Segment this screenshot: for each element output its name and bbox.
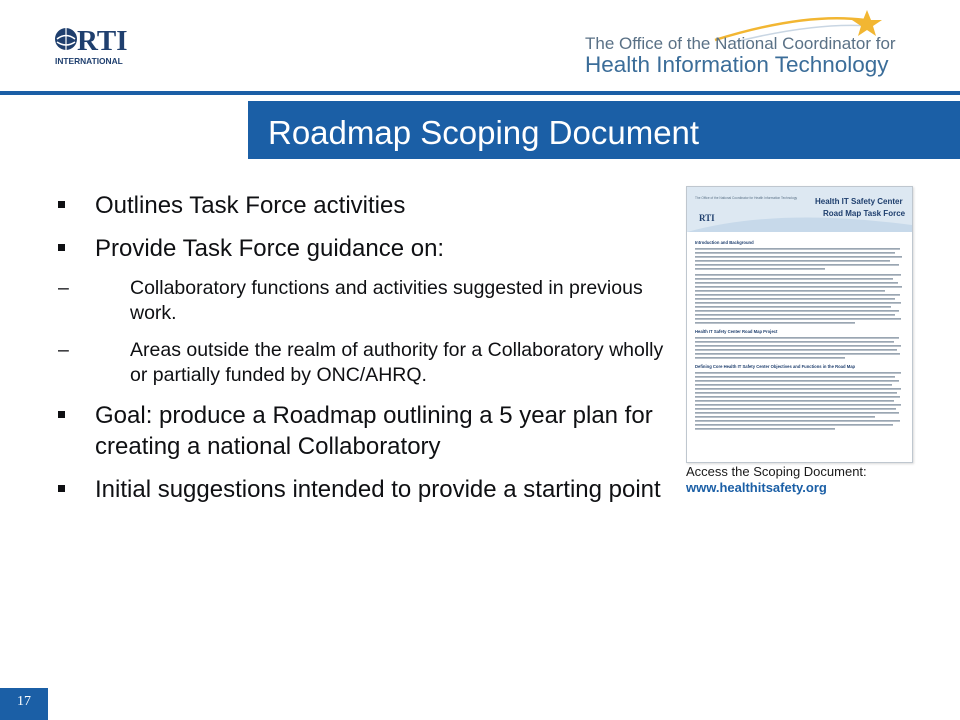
bullet-text: Outlines Task Force activities: [95, 192, 406, 219]
square-bullet-icon: [58, 411, 65, 418]
rti-logo-name: RTI: [77, 26, 128, 57]
sub-bullet-item: [58, 338, 668, 388]
title-bar: [248, 101, 960, 159]
header: [0, 0, 960, 92]
thumbnail-section-heading: Health IT Safety Center Road Map Project: [695, 329, 778, 334]
thumbnail-rti-text: RTI: [699, 213, 715, 223]
page-number-badge: [0, 688, 48, 720]
document-thumbnail[interactable]: [686, 186, 913, 463]
bullet-list: [58, 190, 668, 517]
square-bullet-icon: [58, 485, 65, 492]
square-bullet-icon: [58, 201, 65, 208]
bullet-item: [58, 190, 668, 221]
healthitsafety-link[interactable]: www.healthitsafety.org: [686, 480, 827, 495]
onc-logo: [585, 10, 960, 85]
scoping-document-caption: [686, 464, 960, 496]
thumbnail-title: Health IT Safety Center: [815, 197, 903, 206]
thumbnail-onc-text: The Office of the National Coordinator for Health Information Technology: [695, 196, 798, 200]
square-bullet-icon: [58, 244, 65, 251]
thumbnail-subtitle: Road Map Task Force: [823, 209, 906, 218]
document-thumbnail-image: [687, 187, 912, 462]
globe-icon: [55, 28, 77, 50]
onc-logo-line2: Health Information Technology: [585, 52, 889, 77]
bullet-text: Goal: produce a Roadmap outlining a 5 year plan for creating a national Collaboratory: [95, 402, 653, 460]
sub-bullet-text: Collaboratory functions and activities suggested in previous work.: [130, 277, 643, 324]
slide-title: Roadmap Scoping Document: [268, 114, 700, 151]
sub-bullet-text: Areas outside the realm of authority for a Collaboratory wholly or partially funded by ONC/AHRQ.: [130, 339, 664, 386]
sub-bullet-item: [58, 276, 668, 326]
dash-bullet-icon: –: [58, 277, 69, 299]
rti-logo-subtitle: INTERNATIONAL: [55, 56, 123, 66]
dash-bullet-icon: –: [58, 339, 69, 361]
bullet-text: Initial suggestions intended to provide a starting point: [95, 476, 661, 503]
page-number: 17: [17, 694, 31, 709]
onc-logo-line1: The Office of the National Coordinator for: [585, 34, 896, 53]
thumbnail-section-heading: Introduction and Background: [695, 240, 754, 245]
bullet-item: [58, 233, 668, 264]
bullet-text: Provide Task Force guidance on:: [95, 235, 445, 262]
bullet-item: [58, 474, 668, 505]
header-divider: [0, 91, 960, 95]
rti-international-logo: [53, 26, 153, 70]
thumbnail-section-heading: Defining Core Health IT Safety Center Objectives and Functions in the Road Map: [695, 364, 856, 369]
bullet-item: [58, 400, 668, 462]
caption-text: Access the Scoping Document:: [686, 464, 867, 479]
